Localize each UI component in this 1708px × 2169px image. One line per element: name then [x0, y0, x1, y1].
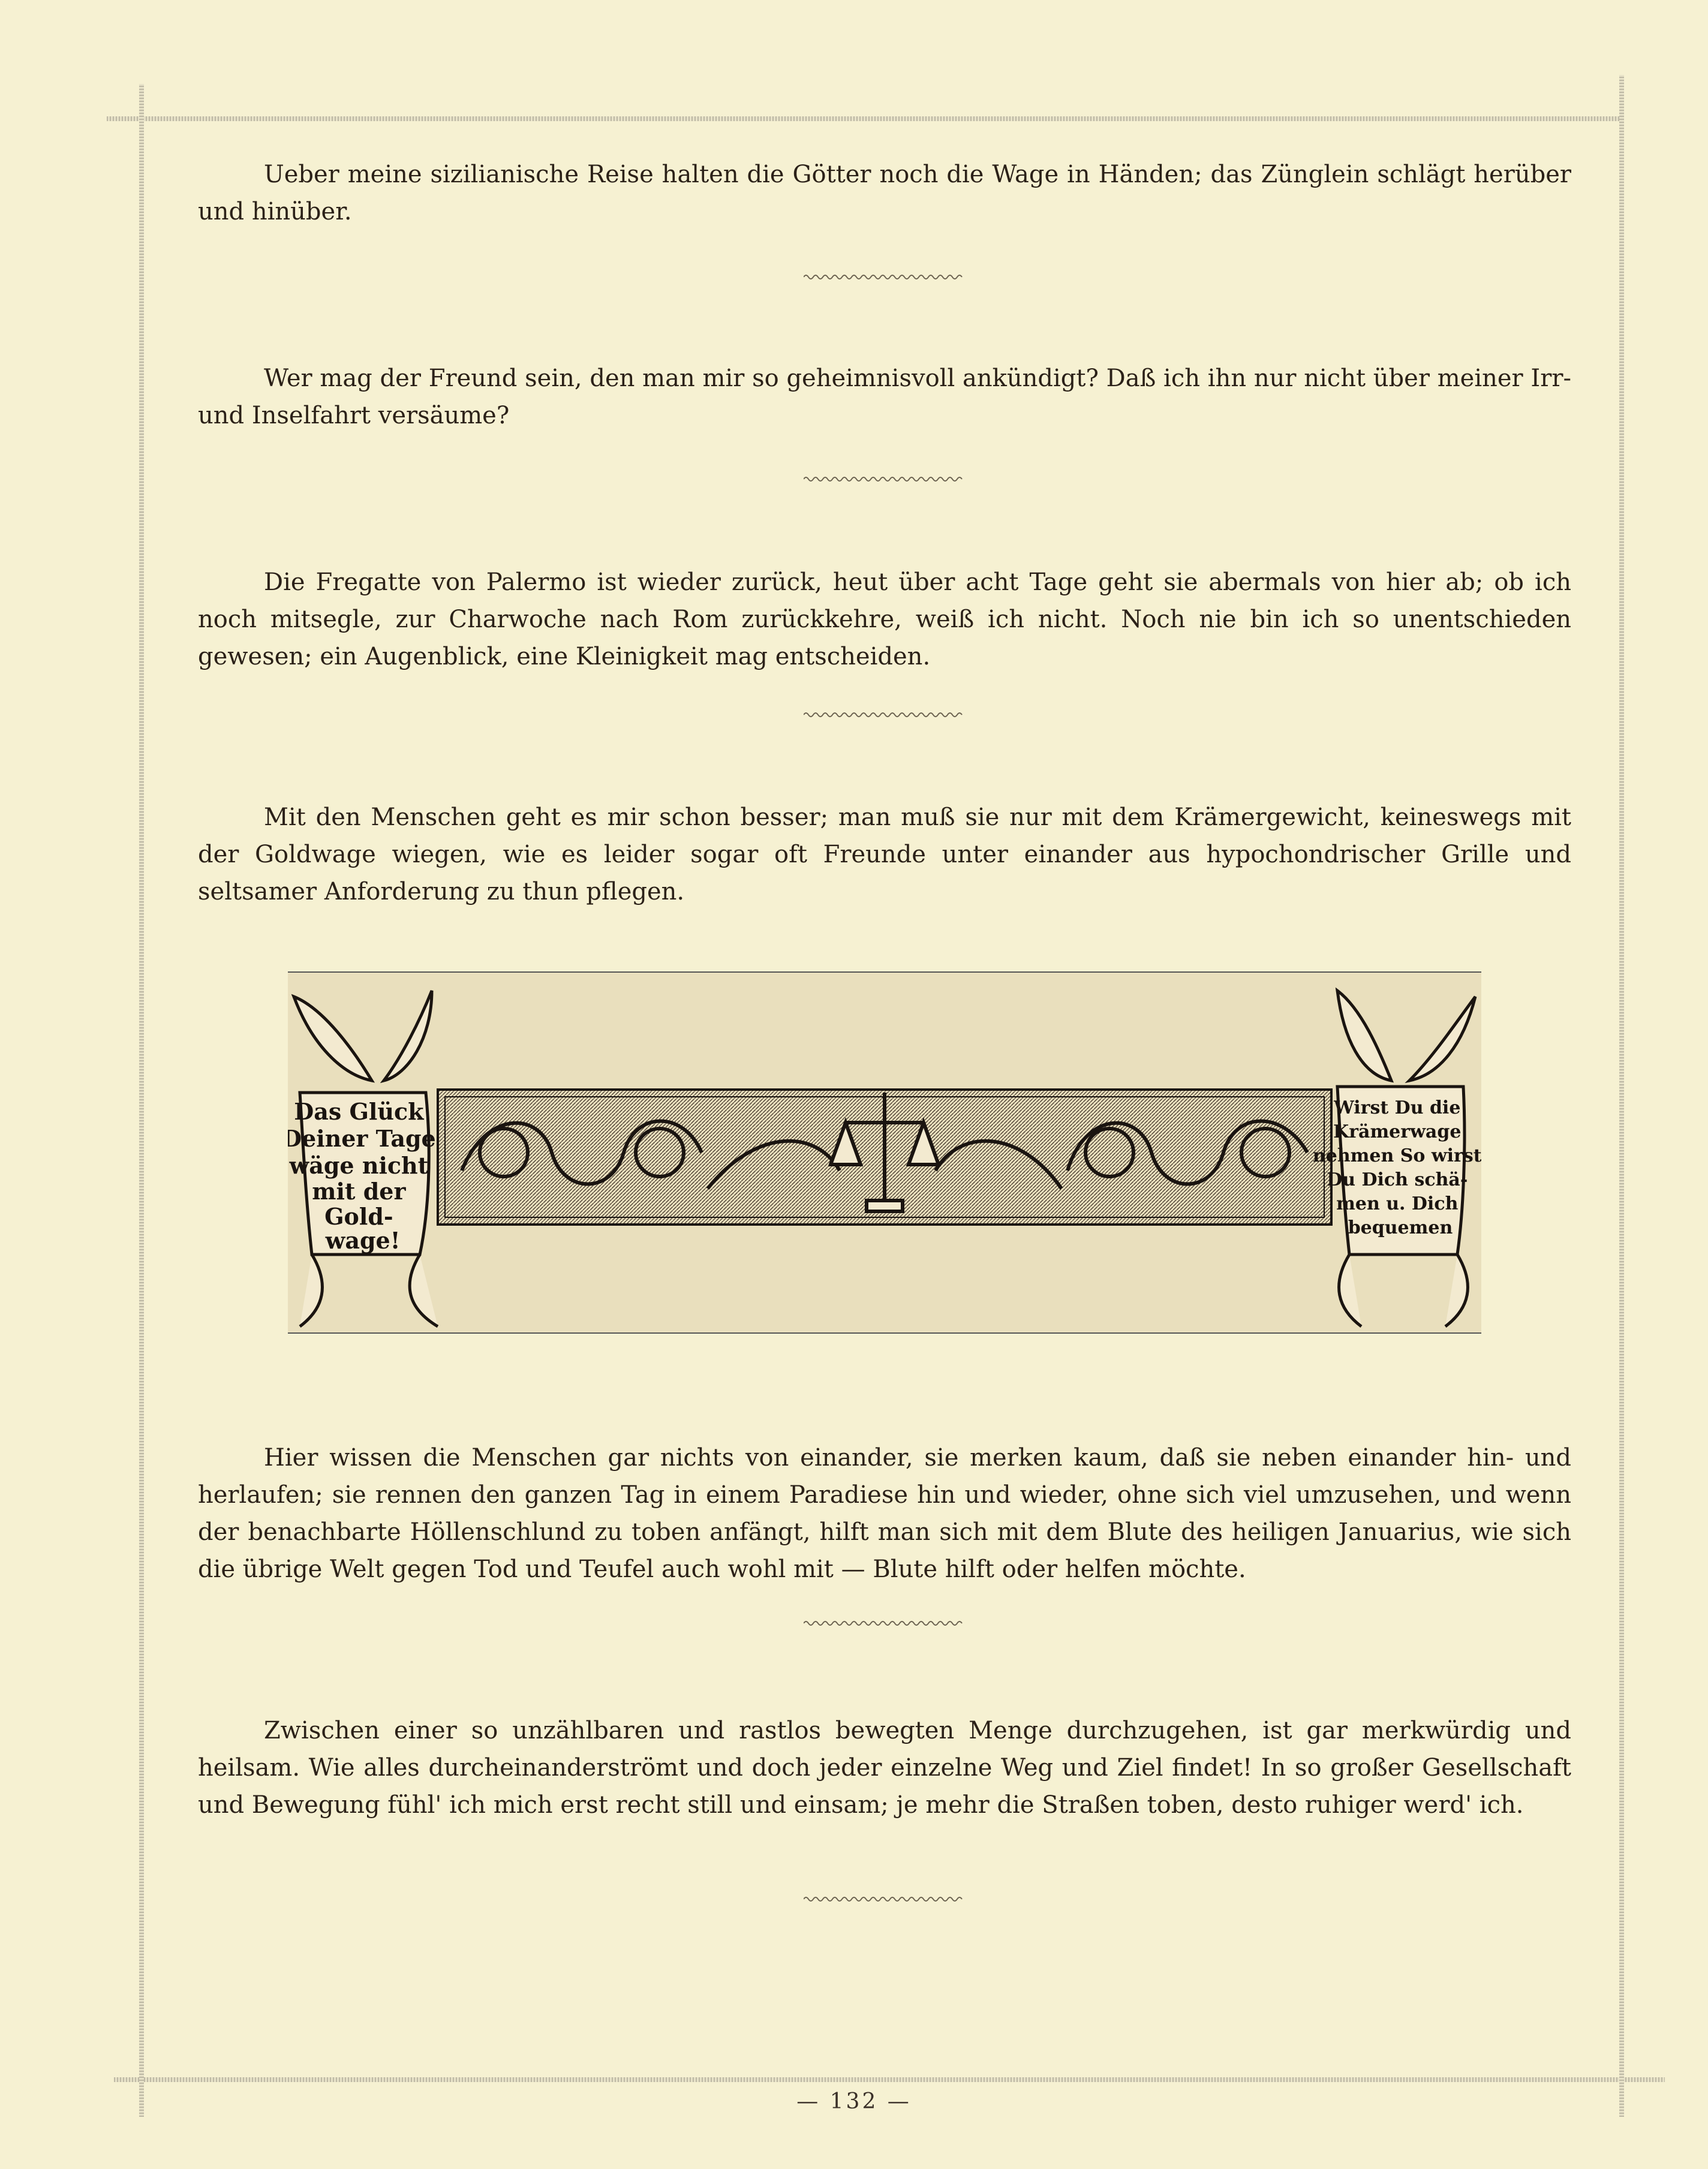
right-frame-rule [1619, 75, 1624, 2117]
paragraph-3: Die Fregatte von Palermo ist wieder zurück, heut über acht Tage geht sie abermals von hier ab; ob ich noch mitsegle, zur Charwoche nach Rom zurückkehre, weiß ich nicht. Noch nie bin ich so unentschieden gewesen; ein Augenblick, eine Kleinigkeit mag entscheiden. [198, 568, 1571, 670]
wavy-separator-4 [804, 1619, 963, 1627]
right-banner-line-1: Wirst Du die [1334, 1097, 1461, 1118]
paragraph-2: Wer mag der Freund sein, den man mir so geheimnisvoll ankündigt? Daß ich ihn nur nicht über meiner Irr- und Inselfahrt versäume? [198, 365, 1571, 429]
paragraph-6: Zwischen einer so unzählbaren und rastlos bewegten Menge durchzugehen, ist gar merkwürdig und heilsam. Wie alles durcheinanderströmt und doch jeder einzelne Weg und Ziel findet! In so großer Gesellschaft und Bewegung fühl' ich mich erst recht still und einsam; je mehr die Straßen toben, desto ruhiger werd' ich. [198, 1717, 1571, 1819]
ornament-frieze [288, 973, 1481, 1332]
left-banner-line-1: Das Glück [294, 1098, 424, 1125]
right-banner-line-3: nehmen So wirst [1312, 1145, 1481, 1166]
page-number: — 132 — [796, 2089, 912, 2114]
wavy-separator-3 [804, 711, 963, 719]
paragraph-4: Mit den Menschen geht es mir schon besser; man muß sie nur mit dem Krämergewicht, keineswegs mit der Goldwage wiegen, wie es leider sogar oft Freunde unter einander aus hypochondrischer Grille und seltsamer Anforderung zu thun pflegen. [198, 804, 1571, 905]
paragraph-1: Ueber meine sizilianische Reise halten die Götter noch die Wage in Händen; das Zünglein schlägt herüber und hinüber. [198, 161, 1571, 225]
paragraph-5: Hier wissen die Menschen gar nichts von einander, sie merken kaum, daß sie neben einander hin- und herlaufen; sie rennen den ganzen Tag in einem Paradiese hin und wieder, ohne sich viel umzusehen, und wenn der benachbarte Höllenschlund zu toben anfängt, hilft man sich mit dem Blute des heiligen Januarius, wie sich die übrige Welt gegen Tod und Teufel auch wohl mit — Blute hilft oder helfen möchte. [198, 1444, 1571, 1583]
wavy-separator-1 [804, 273, 963, 281]
left-banner-line-5: Gold- [324, 1203, 393, 1230]
left-banner-line-3: wäge nicht [289, 1152, 429, 1179]
left-banner-line-4: mit der [312, 1178, 406, 1205]
ornamental-illustration [288, 971, 1481, 1334]
wavy-separator-2 [804, 475, 963, 483]
right-banner-line-4: Du Dich schä- [1327, 1169, 1468, 1190]
wavy-separator-5 [804, 1895, 963, 1903]
right-banner-line-6: bequemen [1348, 1217, 1453, 1238]
bottom-frame-rule [114, 2077, 1665, 2082]
left-banner-line-6: wage! [325, 1227, 401, 1254]
right-banner-line-5: men u. Dich [1336, 1193, 1459, 1214]
top-frame-rule [107, 116, 1624, 121]
left-frame-rule [139, 84, 144, 2117]
left-banner-line-2: Deiner Tage [288, 1125, 436, 1152]
right-banner-line-2: Krämerwage [1333, 1121, 1462, 1142]
